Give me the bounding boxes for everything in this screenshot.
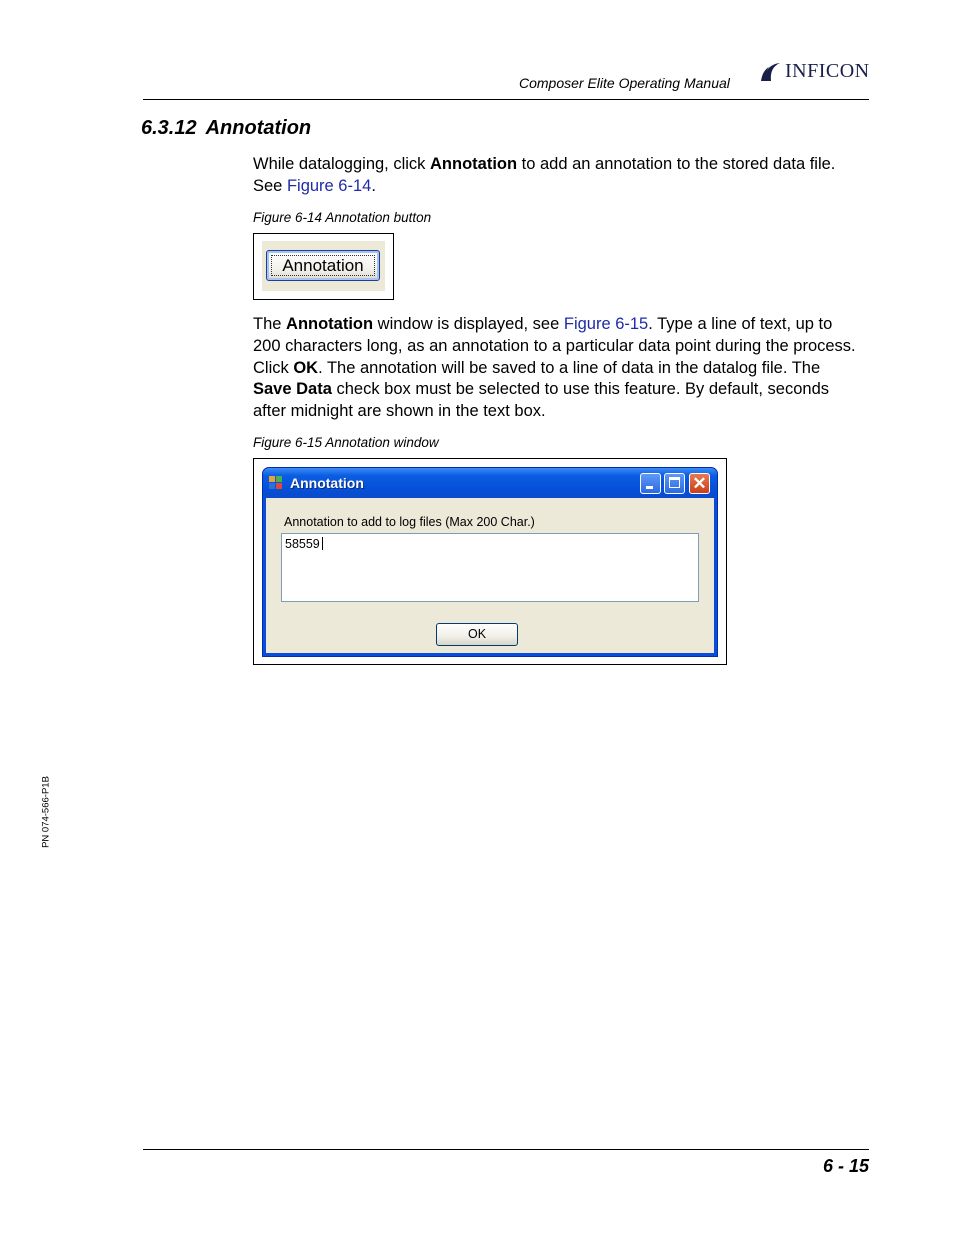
figure-6-14-caption: Figure 6-14 Annotation button — [253, 210, 432, 225]
figure-6-14-link[interactable]: Figure 6-14 — [286, 176, 372, 195]
minimize-button[interactable] — [640, 473, 661, 494]
figure-6-15-caption: Figure 6-15 Annotation window — [253, 435, 439, 450]
text: 200 characters long, as an annotation to a particular data point during the process. — [253, 336, 856, 355]
text: to add an annotation to the stored data file. — [517, 155, 836, 173]
maximize-button[interactable] — [664, 473, 685, 494]
minimize-icon — [646, 486, 653, 489]
intro-paragraph — [253, 154, 835, 198]
bold-term: Save Data — [253, 380, 332, 399]
part-number: PN 074-566-P1B — [40, 776, 52, 848]
page-number: 6 - 15 — [823, 1156, 870, 1176]
annotation-text-value: 58559 — [285, 537, 320, 551]
window-title: Annotation — [290, 475, 364, 491]
footer-rule — [143, 1149, 869, 1150]
text: The — [253, 315, 287, 333]
text: window is displayed, see — [373, 315, 564, 333]
annotation-window — [262, 467, 718, 657]
annotation-field-label: Annotation to add to log files (Max 200 Char.) — [284, 515, 535, 529]
text: after midnight are shown in the text box. — [253, 402, 546, 421]
text: . Type a line of text, up to — [648, 315, 833, 333]
section-number: 6.3.12 — [141, 117, 197, 139]
inficon-logo — [760, 60, 870, 83]
logo-text: INFICON — [785, 60, 870, 82]
annotation-button-label: Annotation — [282, 255, 364, 275]
text: While datalogging, click — [253, 155, 431, 173]
bold-term: OK — [293, 358, 319, 377]
annotation-button[interactable] — [266, 250, 380, 281]
window-paragraph — [253, 314, 856, 423]
dialog-body — [266, 498, 714, 653]
text: check box must be selected to use this feature. By default, seconds — [331, 380, 830, 399]
close-icon: ✕ — [692, 474, 707, 493]
text: . The annotation will be saved to a line of data in the datalog file. The — [318, 358, 821, 377]
text: See — [253, 176, 287, 195]
manual-title: Composer Elite Operating Manual — [519, 75, 730, 91]
section-heading — [141, 117, 311, 140]
figure-6-14 — [253, 233, 394, 300]
app-icon — [269, 476, 283, 490]
bold-term: Annotation — [286, 315, 374, 333]
close-button[interactable] — [689, 473, 710, 494]
logo-mark-icon — [760, 61, 782, 83]
figure-6-15-link[interactable]: Figure 6-15 — [563, 315, 649, 333]
text: . — [371, 176, 376, 195]
figure-6-15 — [253, 458, 727, 665]
section-title: Annotation — [205, 117, 312, 139]
text-caret — [322, 537, 323, 550]
annotation-text-input[interactable] — [281, 533, 699, 602]
bold-term: Annotation — [430, 155, 518, 173]
text: Click — [253, 358, 294, 377]
button-background — [262, 241, 385, 291]
header-rule — [143, 99, 869, 100]
ok-button[interactable]: OK — [436, 623, 518, 646]
maximize-icon — [669, 477, 680, 488]
title-bar[interactable] — [263, 468, 717, 498]
